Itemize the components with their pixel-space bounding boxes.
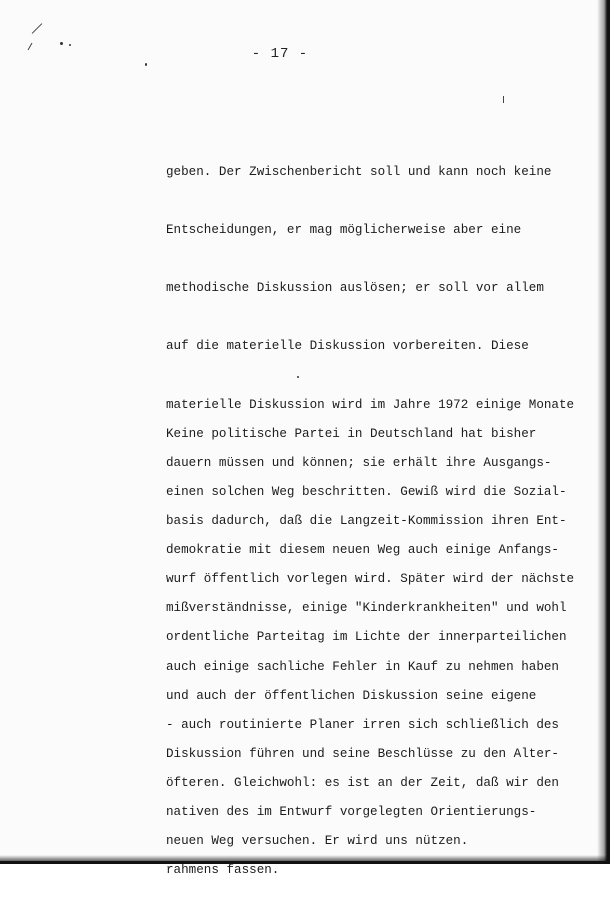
- text-line: dauern müssen und können; sie erhält ihre Ausgangs-: [166, 455, 552, 470]
- text-line: einen solchen Weg beschritten. Gewiß wird die Sozial-: [166, 485, 567, 500]
- text-line: auch einige sachliche Fehler in Kauf zu nehmen haben: [166, 659, 559, 674]
- text-line: neuen Weg versuchen. Er wird uns nützen.: [166, 834, 469, 849]
- scan-speck: [60, 42, 63, 45]
- text-line: Diskussion führen und seine Beschlüsse zu den Alter-: [166, 746, 559, 761]
- scan-speck: [145, 63, 147, 66]
- text-line: geben. Der Zwischenbericht soll und kann noch keine: [166, 164, 552, 179]
- scan-edge-shadow-right: [597, 0, 607, 861]
- text-line: basis dadurch, daß die Langzeit-Kommission ihren Ent-: [166, 514, 567, 529]
- text-line: materielle Diskussion wird im Jahre 1972 einige Monate: [166, 397, 575, 412]
- scan-mark: [503, 96, 504, 103]
- paragraph-2: [166, 386, 567, 890]
- text-line: öfteren. Gleichwohl: es ist an der Zeit, daß wir den: [166, 776, 559, 791]
- text-line: Entscheidungen, er mag möglicherweise aber eine: [166, 223, 522, 238]
- text-line: auf die materielle Diskussion vorbereiten. Diese: [166, 339, 529, 354]
- text-line: ordentliche Parteitag im Lichte der innerparteilichen: [166, 630, 567, 645]
- text-line: methodische Diskussion auslösen; er soll vor allem: [166, 281, 544, 296]
- text-line: - auch routinierte Planer irren sich schließlich des: [166, 717, 559, 732]
- scan-mark: [32, 23, 43, 34]
- text-line: rahmens fassen.: [166, 863, 280, 878]
- text-line: mißverständnisse, einige "Kinderkrankheiten" und wohl: [166, 601, 567, 616]
- text-line: demokratie mit diesem neuen Weg auch einige Anfangs-: [166, 543, 559, 558]
- text-line: Keine politische Partei in Deutschland hat bisher: [166, 426, 537, 441]
- text-line: und auch der öffentlichen Diskussion seine eigene: [166, 688, 537, 703]
- page-number: - 17 -: [251, 46, 309, 62]
- text-line: nativen des im Entwurf vorgelegten Orientierungs-: [166, 805, 537, 820]
- text-line: wurf öffentlich vorlegen wird. Später wird der nächste: [166, 572, 575, 587]
